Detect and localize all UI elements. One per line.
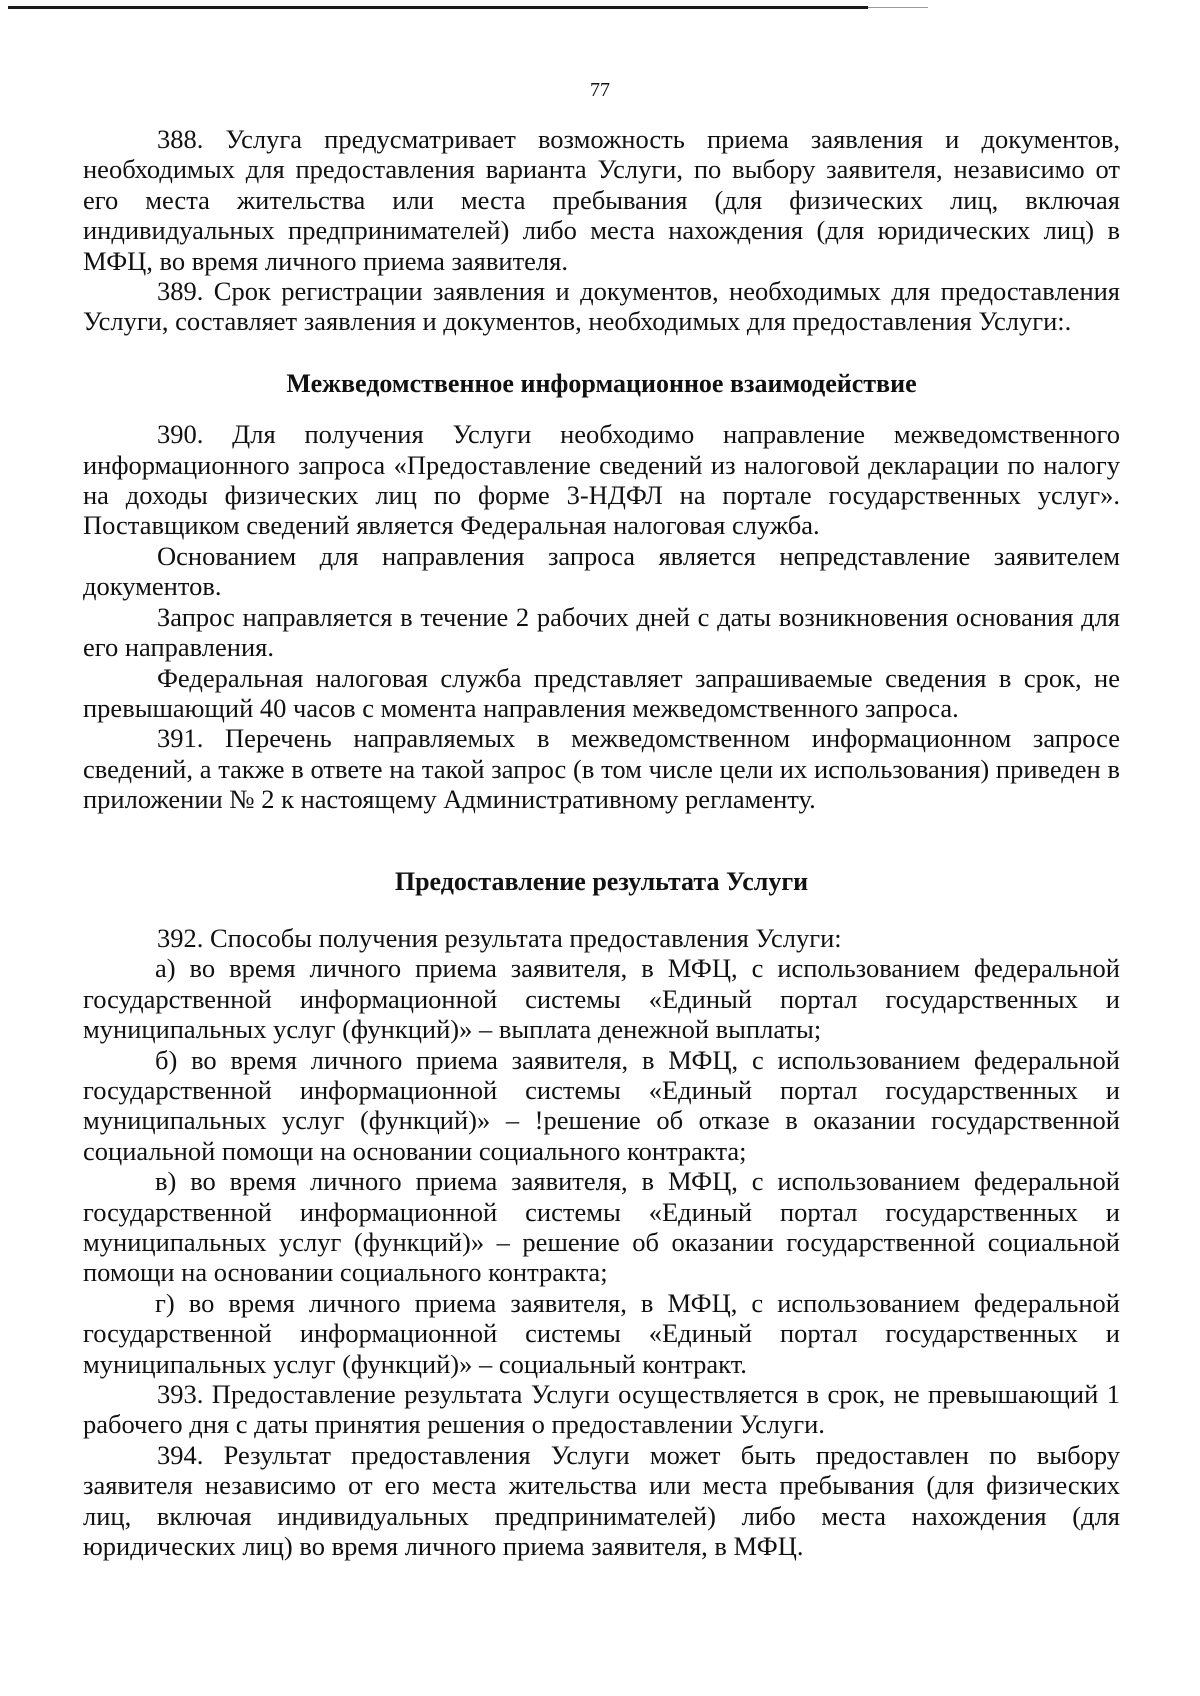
- list-item-a: а) во время личного приема заявителя, в МФЦ, с использованием федеральной государственной информационной системы «Единый портал государственных и муниципальных услуг (функций)» – выплата денежной выплаты;: [83, 953, 1120, 1045]
- paragraph-request-basis: Основанием для направления запроса является непредставление заявителем документов.: [83, 540, 1120, 602]
- paragraph-tax-service-term: Федеральная налоговая служба представляет запрашиваемые сведения в срок, не превышающий 40 часов с момента направления межведомственного запроса.: [83, 662, 1120, 723]
- document-body: [83, 124, 1120, 1561]
- list-item-v: в) во время личного приема заявителя, в МФЦ, с использованием федеральной государственной информационной системы «Единый портал государственных и муниципальных услуг (функций)» – решение об оказании государственной социальной помощи на основании социального контракта;: [83, 1166, 1120, 1288]
- top-border-line: [8, 6, 868, 9]
- list-item-g: г) во время личного приема заявителя, в МФЦ, с использованием федеральной государственной информационной системы «Единый портал государственных и муниципальных услуг (функций)» – социальный контракт.: [83, 1287, 1120, 1379]
- section-heading-interagency: Межведомственное информационное взаимодействие: [286, 368, 917, 398]
- paragraph-392: 392. Способы получения результата предоставления Услуги:: [157, 922, 842, 953]
- section-heading-result: Предоставление результата Услуги: [394, 866, 809, 896]
- paragraph-388: 388. Услуга предусматривает возможность приема заявления и документов, необходимых для предоставления варианта Услуги, по выбору заявителя, независимо от его места жительства или места пребывания (для физических лиц, включая индивидуальных предпринимателей) либо места нахождения (для юридических лиц) в МФЦ, во время личного приема заявителя.: [83, 124, 1120, 276]
- paragraph-request-timing: Запрос направляется в течение 2 рабочих дней с даты возникновения основания для его направления.: [83, 601, 1120, 663]
- top-border-line-faint: [868, 7, 928, 8]
- paragraph-390: 390. Для получения Услуги необходимо направление межведомственного информационного запроса «Предоставление сведений из налоговой декларации по налогу на доходы физических лиц по форме 3-НДФЛ на портале государственных услуг». Поставщиком сведений является Федеральная налоговая служба.: [83, 419, 1120, 541]
- paragraph-393: 393. Предоставление результата Услуги осуществляется в срок, не превышающий 1 рабочего дня с даты принятия решения о предоставлении Услуги.: [83, 1379, 1120, 1440]
- paragraph-391: 391. Перечень направляемых в межведомственном информационном запросе сведений, а также в ответе на такой запрос (в том числе цели их использования) приведен в приложении № 2 к настоящему Административному регламенту.: [83, 723, 1120, 815]
- paragraph-394: 394. Результат предоставления Услуги может быть предоставлен по выбору заявителя независимо от его места жительства или места пребывания (для физических лиц, включая индивидуальных предпринимателей) либо места нахождения (для юридических лиц) во время личного приема заявителя, в МФЦ.: [83, 1439, 1120, 1562]
- page-number: 77: [590, 79, 610, 101]
- list-item-b: б) во время личного приема заявителя, в МФЦ, с использованием федеральной государственной информационной системы «Единый портал государственных и муниципальных услуг (функций)» – !решение об отказе в оказании государственной социальной помощи на основании социального контракта;: [83, 1044, 1120, 1166]
- paragraph-389: 389. Срок регистрации заявления и документов, необходимых для предоставления Услуги, составляет заявления и документов, необходимых для предоставления Услуги:.: [83, 276, 1120, 337]
